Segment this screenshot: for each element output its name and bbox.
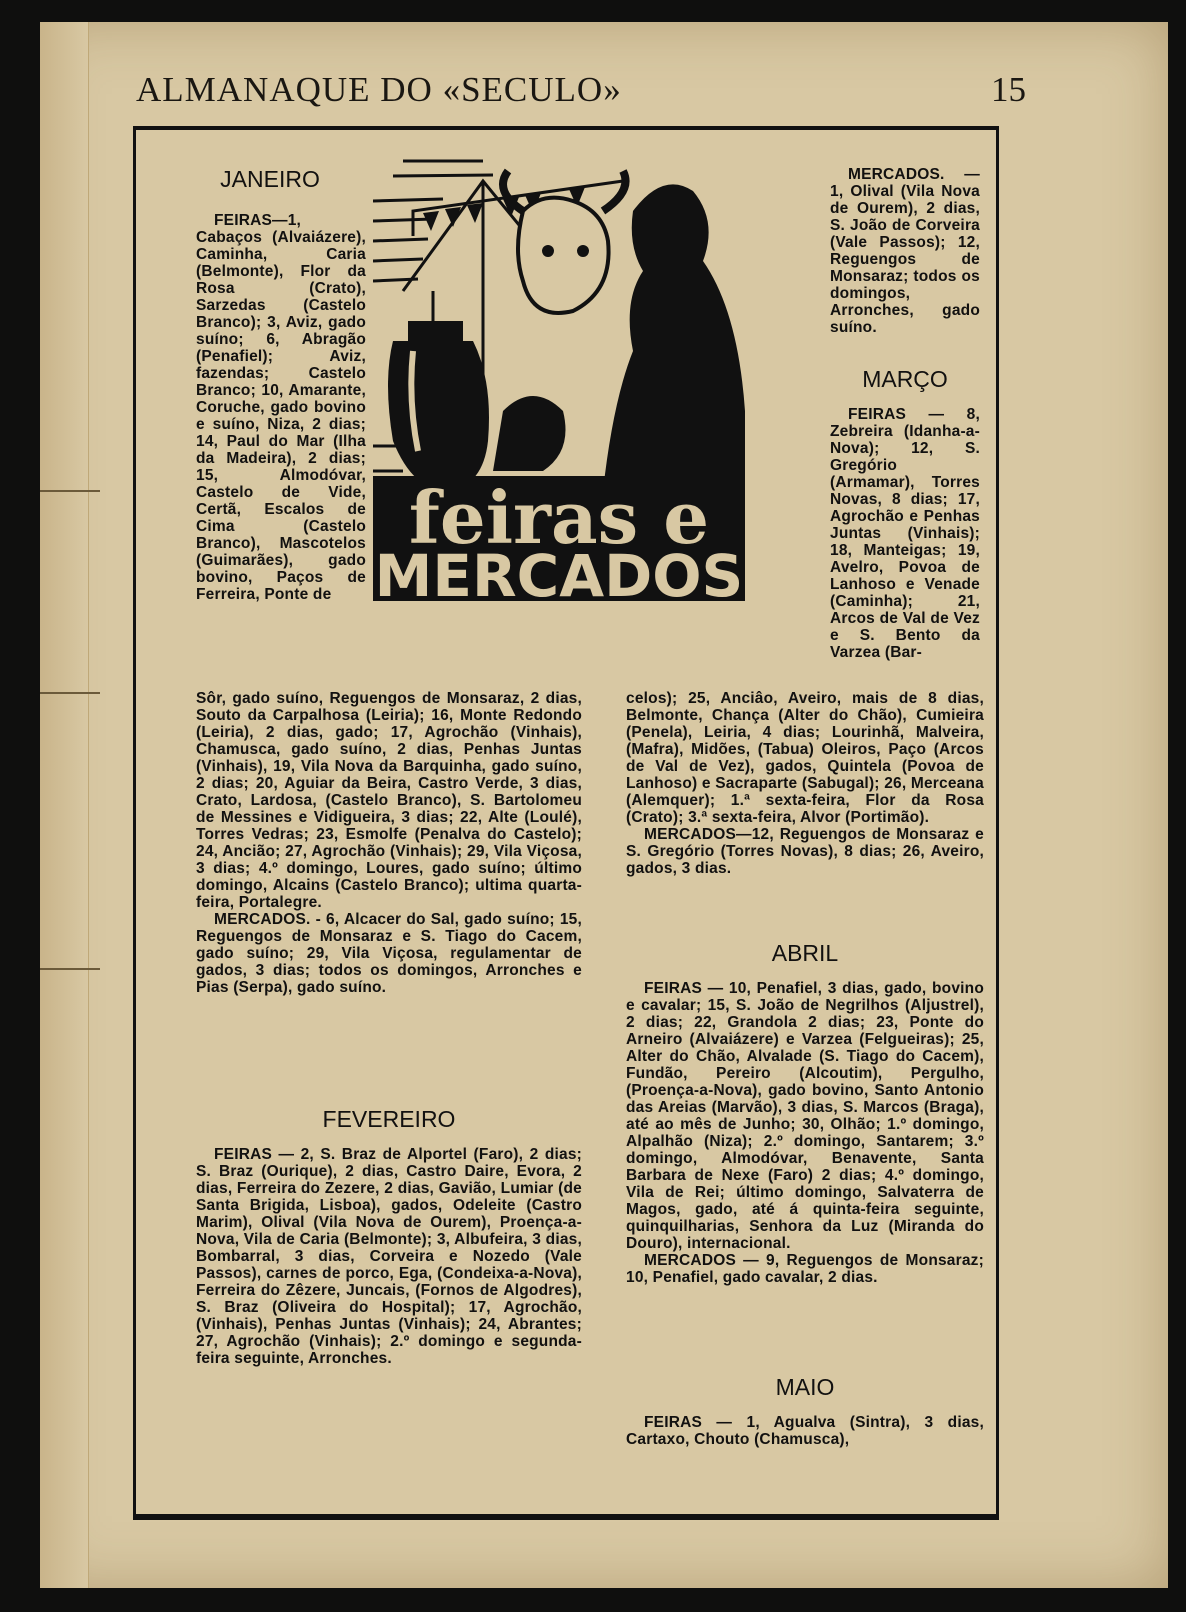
fevereiro-mercados-text: MERCADOS. — 1, Olival (Vila Nova de Ourem), 2 dias, S. João de Corveira (Vale Passos); 12, Reguengos de Monsaraz; todos os domingos, Arronches, gado suíno. xyxy=(830,166,980,336)
page-number: 15 xyxy=(991,70,1026,109)
fevereiro-feiras-text: FEIRAS — 2, S. Braz de Alportel (Faro), 2 dias; S. Braz (Ourique), 2 dias, Castro Daire, Evora, 2 dias, Ferreira do Zezere, 2 dias, Gavião, Lumiar (de Santa Brigida, Lisboa), gados, Odeleite (Castro Marim), Olival (Vila Nova de Ourem), Proença-a-Nova, Vila de Caria (Belmonte); 3, Albufeira, 3 dias, Bombarral, 3 dias, Corveira e Nozedo (Vale Passos), carnes de porco, Ega, (Condeixa-a-Nova), Ferreira do Zêzere, Juncais, (Fornos de Algodres), S. Braz (Oliveira do Hospital); 17, Agrochão, (Vinhais), Penhas Juntas (Vinhais); 24, Abrantes; 27, Agrochão (Vinhais); 2.º domingo e segunda-feira seguinte, Arronches. xyxy=(196,1146,582,1367)
abril-feiras xyxy=(626,980,984,1286)
fevereiro-feiras xyxy=(196,1146,582,1367)
bottom-rule xyxy=(133,1517,999,1520)
fold-mark xyxy=(40,490,100,492)
janeiro-feiras-narrow xyxy=(196,212,366,603)
abril-mercados-text: MERCADOS — 9, Reguengos de Monsaraz; 10, Penafiel, gado cavalar, 2 dias. xyxy=(626,1252,984,1286)
janeiro-feiras-continued: Sôr, gado suíno, Reguengos de Monsaraz, 2 dias, Souto da Carpalhosa (Leiria); 16, Monte Redondo (Leiria), 2 dias, gado; 17, Agrochão (Vinhais), Chamusca, gado suíno, 2 dias, Penhas Juntas (Vinhais), 19, Vila Nova da Barquinha, gado suíno, 2 dias; 20, Aguiar da Beira, Castro Verde, 3 dias, Crato, Lardosa, (Castelo Branco), S. Bartolomeu de Messines e Vidigueira, 3 dias; 22, Alte (Loulé), Torres Vedras; 23, Esmolfe (Penalva do Castelo); 24, Ancião; 27, Agrochão (Vinhais); 29, Vila Viçosa, 3 dias; 4.º domingo, Loures, gado suíno; último domingo, Alcains (Castelo Branco); ultima quarta-feira, Portalegre. xyxy=(196,690,582,911)
woodcut-image xyxy=(373,151,745,601)
janeiro-feiras-text: FEIRAS—1, Cabaços (Alvaiázere), Caminha, Caria (Belmonte), Flor da Rosa (Crato), Sarzedas (Castelo Branco); 3, Aviz, gado suíno; 6, Abragão (Penafiel); Aviz, fazendas; Castelo Branco; 10, Amarante, Coruche, gado bovino e suíno, Niza, 2 dias; 14, Paul do Mar (Ilha da Madeira), 2 dias; 15, Almodóvar, Castelo de Vide, Certã, Escalos de Cima (Castelo Branco), Mascotelos (Guimarães), gado bovino, Paços de Ferreira, Ponte de xyxy=(196,212,366,603)
illustration-word-feiras: feiras e xyxy=(408,475,710,560)
fold-mark xyxy=(40,968,100,970)
janeiro-mercados-text: MERCADOS. - 6, Alcacer do Sal, gado suíno; 15, Reguengos de Monsaraz e S. Tiago do Cacem, gado suíno; 29, Vila Viçosa, regulamentar de gados, 3 dias; todos os domingos, Arronches e Pias (Serpa), gado suíno. xyxy=(196,911,582,996)
heading-fevereiro: FEVEREIRO xyxy=(322,1106,456,1132)
feiras-mercados-illustration xyxy=(373,151,745,601)
illustration-word-mercados: MERCADOS xyxy=(374,542,744,601)
janeiro-feiras-wide xyxy=(196,690,582,996)
fevereiro-mercados xyxy=(830,166,980,336)
heading-abril: ABRIL xyxy=(771,940,839,966)
page-header xyxy=(136,70,1026,122)
marco-feiras-continued: celos); 25, Anciâo, Aveiro, mais de 8 dias, Belmonte, Chança (Alter do Chão), Cumieira (Penela), Leiria, 4 dias; Lourinhã, Malveira, (Mafra), Midões, (Tabua) Oleiros, Paço (Arcos de Val de Vez), gados, Quintela (Povoa de Lanhoso) e Sacraparte (Sabugal); 26, Merceana (Alemquer); 1.ª sexta-feira, Flor da Rosa (Crato); 3.ª sexta-feira, Alvor (Portimão). xyxy=(626,690,984,826)
marco-feiras-narrow xyxy=(830,406,980,661)
heading-maio: MAIO xyxy=(775,1374,835,1400)
marco-feiras-text: FEIRAS — 8, Zebreira (Idanha-a-Nova); 12, S. Gregório (Armamar), Torres Novas, 8 dias; 17, Agrochão e Penhas Juntas (Vinhais); 18, Manteigas; 19, Avelro, Povoa de Lanhoso e Venade (Caminha); 21, Arcos de Val de Vez e S. Bento da Varzea (Bar- xyxy=(830,406,980,661)
marco-feiras-wide xyxy=(626,690,984,877)
heading-marco: MARÇO xyxy=(862,366,948,392)
maio-feiras-text: FEIRAS — 1, Agualva (Sintra), 3 dias, Cartaxo, Chouto (Chamusca), xyxy=(626,1414,984,1448)
page-fold xyxy=(40,22,89,1588)
maio-feiras xyxy=(626,1414,984,1448)
marco-mercados-text: MERCADOS—12, Reguengos de Monsaraz e S. Gregório (Torres Novas), 8 dias; 26, Aveiro, gados, 3 dias. xyxy=(626,826,984,877)
abril-feiras-text: FEIRAS — 10, Penafiel, 3 dias, gado, bovino e cavalar; 15, S. João de Negrilhos (Aljustrel), 2 dias; 22, Grandola 2 dias; 23, Ponte do Arneiro (Alvaiázere) e Varzea (Felgueiras); 25, Alter do Chão, Alvalade (S. Tiago do Cacem), Fundão, Pereiro (Alcoutim), Pergulho, (Proença-a-Nova), gado bovino, Santo Antonio das Areias (Marvão), 3 dias, S. Marcos (Braga), até ao mês de Junho; 30, Olhão; 1.º domingo, Alpalhão (Niza); 2.º domingo, Santarem; 3.º domingo, Almodóvar, Benavente, Santa Barbara de Nexe (Faro) 2 dias; 4.º domingo, Vila de Rei; último domingo, Salvaterra de Magos, gado, até á quinta-feira seguinte, quinquilharias, Senhora da Luz (Miranda do Douro), internacional. xyxy=(626,980,984,1252)
almanac-title: ALMANAQUE DO «SECULO» xyxy=(136,70,622,109)
fold-mark xyxy=(40,692,100,694)
heading-janeiro: JANEIRO xyxy=(220,166,320,192)
